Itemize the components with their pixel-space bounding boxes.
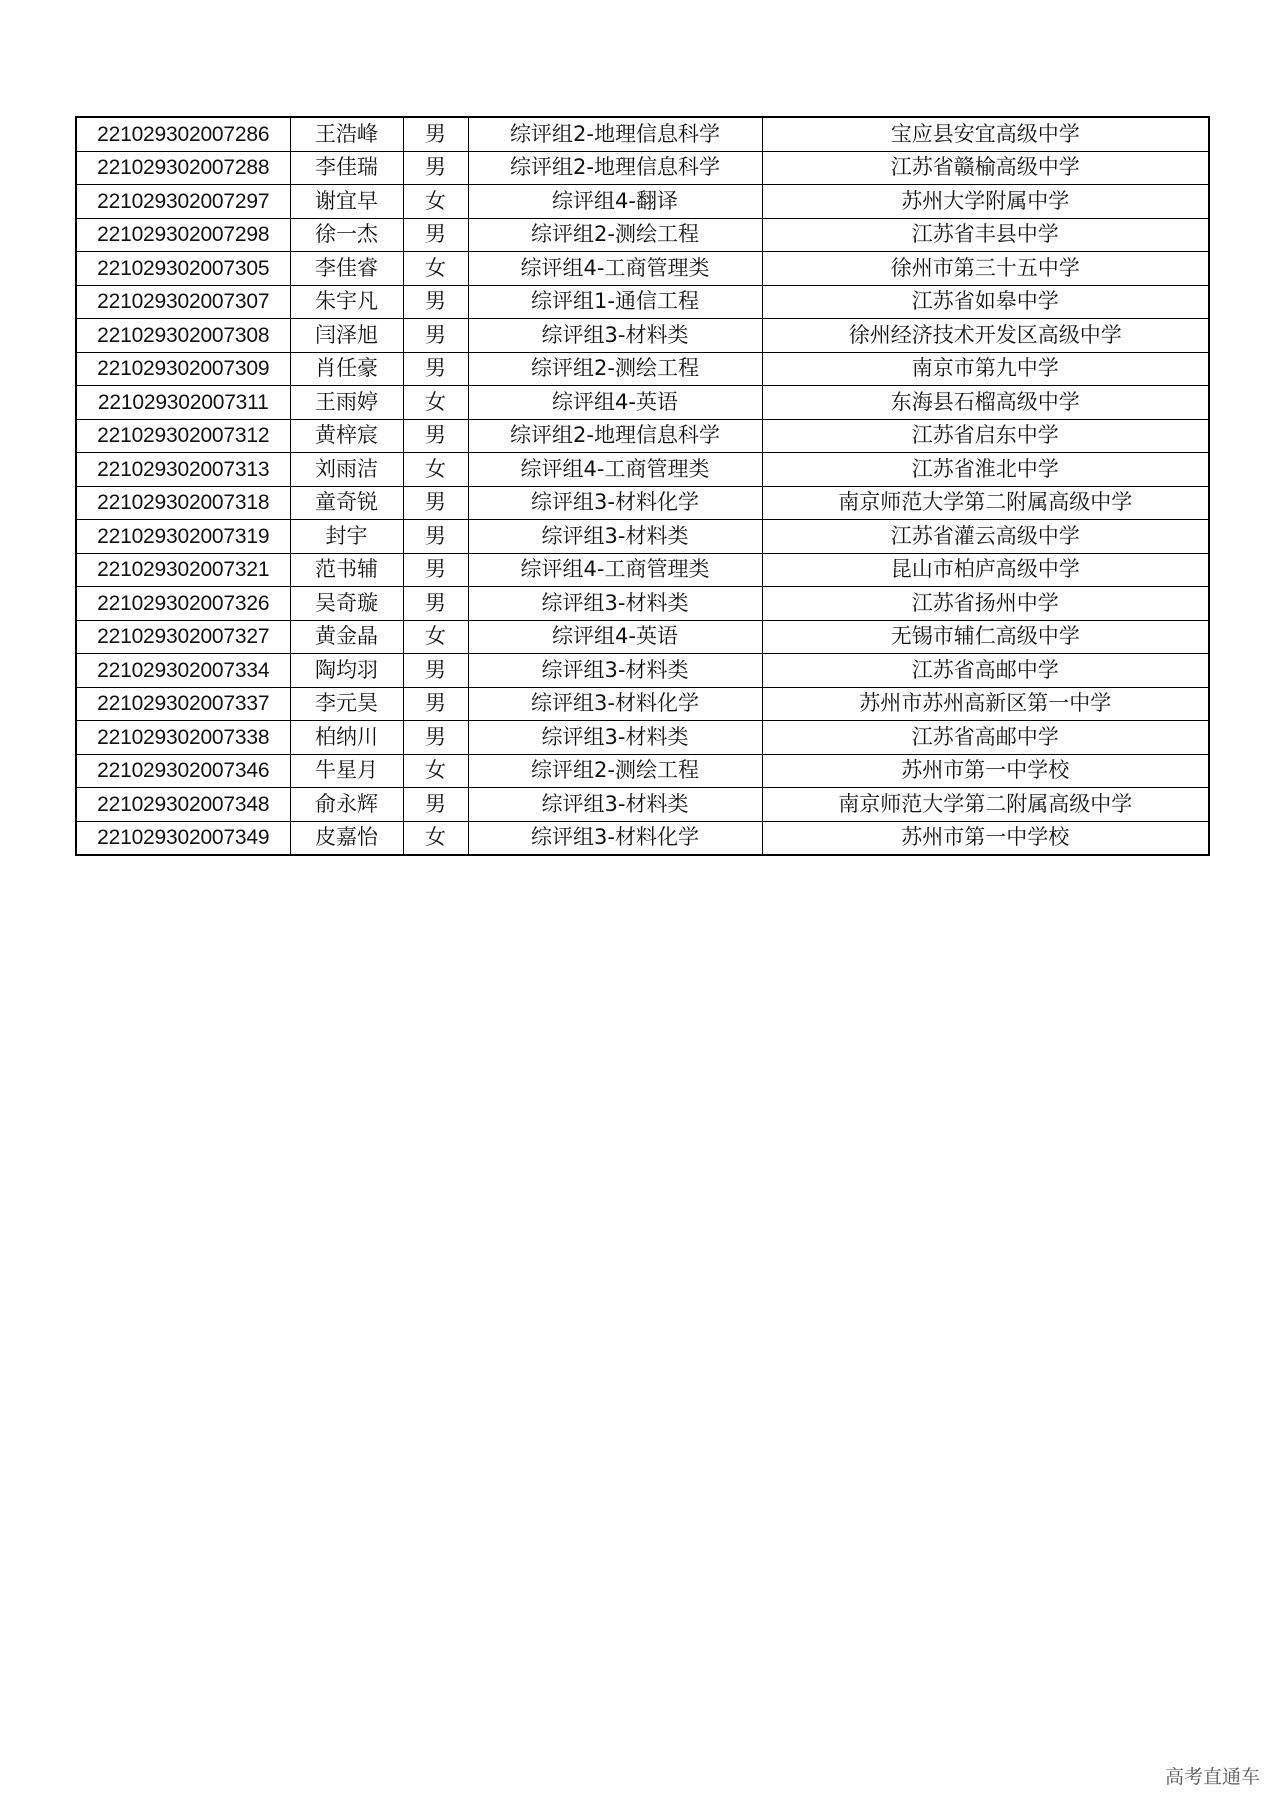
table-row [76,520,1209,554]
student-id-cell: 221029302007298 [76,218,290,252]
school-cell: 苏州市第一中学校 [762,754,1209,788]
gender-cell: 男 [403,721,468,755]
table-row [76,352,1209,386]
school-cell: 江苏省高邮中学 [762,721,1209,755]
name-cell: 徐一杰 [290,218,403,252]
gender-cell: 男 [403,151,468,185]
school-cell: 宝应县安宜高级中学 [762,117,1209,151]
table-row [76,218,1209,252]
group-major-cell: 综评组3-材料类 [468,788,762,822]
student-id-cell: 221029302007313 [76,453,290,487]
school-cell: 江苏省丰县中学 [762,218,1209,252]
name-cell: 黄梓宸 [290,419,403,453]
table-row [76,151,1209,185]
group-major-cell: 综评组3-材料化学 [468,486,762,520]
school-cell: 江苏省淮北中学 [762,453,1209,487]
name-cell: 陶均羽 [290,654,403,688]
table-row [76,654,1209,688]
name-cell: 黄金晶 [290,620,403,654]
name-cell: 封宇 [290,520,403,554]
name-cell: 王雨婷 [290,386,403,420]
table-row [76,587,1209,621]
group-major-cell: 综评组2-地理信息科学 [468,151,762,185]
gender-cell: 女 [403,754,468,788]
group-major-cell: 综评组3-材料类 [468,319,762,353]
student-id-cell: 221029302007327 [76,620,290,654]
school-cell: 江苏省如皋中学 [762,285,1209,319]
gender-cell: 男 [403,117,468,151]
gender-cell: 男 [403,687,468,721]
table-row [76,486,1209,520]
name-cell: 牛星月 [290,754,403,788]
gender-cell: 男 [403,788,468,822]
school-cell: 东海县石榴高级中学 [762,386,1209,420]
gender-cell: 男 [403,553,468,587]
school-cell: 无锡市辅仁高级中学 [762,620,1209,654]
group-major-cell: 综评组4-工商管理类 [468,553,762,587]
group-major-cell: 综评组2-地理信息科学 [468,117,762,151]
gender-cell: 女 [403,185,468,219]
table-row [76,453,1209,487]
group-major-cell: 综评组4-英语 [468,386,762,420]
table-row [76,553,1209,587]
student-id-cell: 221029302007346 [76,754,290,788]
school-cell: 南京师范大学第二附属高级中学 [762,788,1209,822]
gender-cell: 女 [403,821,468,855]
name-cell: 李佳睿 [290,252,403,286]
gender-cell: 男 [403,319,468,353]
roster-table [75,116,1210,856]
name-cell: 俞永辉 [290,788,403,822]
school-cell: 南京师范大学第二附属高级中学 [762,486,1209,520]
group-major-cell: 综评组4-工商管理类 [468,252,762,286]
gender-cell: 男 [403,486,468,520]
school-cell: 江苏省赣榆高级中学 [762,151,1209,185]
table-row [76,319,1209,353]
school-cell: 苏州市苏州高新区第一中学 [762,687,1209,721]
name-cell: 柏纳川 [290,721,403,755]
school-cell: 苏州大学附属中学 [762,185,1209,219]
gender-cell: 男 [403,654,468,688]
table-row [76,788,1209,822]
name-cell: 谢宜早 [290,185,403,219]
group-major-cell: 综评组3-材料化学 [468,687,762,721]
student-id-cell: 221029302007288 [76,151,290,185]
student-id-cell: 221029302007337 [76,687,290,721]
name-cell: 童奇锐 [290,486,403,520]
table-row [76,117,1209,151]
student-id-cell: 221029302007309 [76,352,290,386]
student-id-cell: 221029302007286 [76,117,290,151]
table-row [76,821,1209,855]
gender-cell: 女 [403,453,468,487]
group-major-cell: 综评组2-测绘工程 [468,754,762,788]
table-row [76,419,1209,453]
school-cell: 江苏省启东中学 [762,419,1209,453]
student-id-cell: 221029302007334 [76,654,290,688]
student-id-cell: 221029302007326 [76,587,290,621]
school-cell: 徐州经济技术开发区高级中学 [762,319,1209,353]
group-major-cell: 综评组3-材料类 [468,654,762,688]
table-row [76,386,1209,420]
gender-cell: 男 [403,285,468,319]
student-id-cell: 221029302007318 [76,486,290,520]
student-id-cell: 221029302007307 [76,285,290,319]
school-cell: 江苏省高邮中学 [762,654,1209,688]
table-row [76,754,1209,788]
student-id-cell: 221029302007305 [76,252,290,286]
school-cell: 南京市第九中学 [762,352,1209,386]
gender-cell: 男 [403,352,468,386]
student-id-cell: 221029302007312 [76,419,290,453]
student-id-cell: 221029302007308 [76,319,290,353]
group-major-cell: 综评组4-英语 [468,620,762,654]
gender-cell: 男 [403,587,468,621]
school-cell: 苏州市第一中学校 [762,821,1209,855]
student-id-cell: 221029302007321 [76,553,290,587]
name-cell: 吴奇璇 [290,587,403,621]
watermark-text: 高考直通车 [1164,1766,1260,1788]
name-cell: 王浩峰 [290,117,403,151]
name-cell: 李佳瑞 [290,151,403,185]
student-id-cell: 221029302007348 [76,788,290,822]
school-cell: 昆山市柏庐高级中学 [762,553,1209,587]
table-row [76,185,1209,219]
roster-table-body [76,117,1209,855]
gender-cell: 男 [403,218,468,252]
name-cell: 闫泽旭 [290,319,403,353]
school-cell: 江苏省灌云高级中学 [762,520,1209,554]
group-major-cell: 综评组3-材料类 [468,520,762,554]
group-major-cell: 综评组4-翻译 [468,185,762,219]
table-row [76,285,1209,319]
student-id-cell: 221029302007319 [76,520,290,554]
student-id-cell: 221029302007311 [76,386,290,420]
gender-cell: 女 [403,620,468,654]
group-major-cell: 综评组3-材料类 [468,587,762,621]
group-major-cell: 综评组3-材料化学 [468,821,762,855]
group-major-cell: 综评组3-材料类 [468,721,762,755]
table-row [76,721,1209,755]
group-major-cell: 综评组2-测绘工程 [468,218,762,252]
student-id-cell: 221029302007297 [76,185,290,219]
school-cell: 徐州市第三十五中学 [762,252,1209,286]
name-cell: 李元昊 [290,687,403,721]
gender-cell: 男 [403,520,468,554]
group-major-cell: 综评组2-地理信息科学 [468,419,762,453]
group-major-cell: 综评组4-工商管理类 [468,453,762,487]
table-row [76,687,1209,721]
name-cell: 肖任豪 [290,352,403,386]
name-cell: 范书辅 [290,553,403,587]
table-row [76,252,1209,286]
gender-cell: 女 [403,386,468,420]
student-id-cell: 221029302007338 [76,721,290,755]
table-row [76,620,1209,654]
student-id-cell: 221029302007349 [76,821,290,855]
gender-cell: 女 [403,252,468,286]
gender-cell: 男 [403,419,468,453]
group-major-cell: 综评组1-通信工程 [468,285,762,319]
school-cell: 江苏省扬州中学 [762,587,1209,621]
name-cell: 刘雨洁 [290,453,403,487]
group-major-cell: 综评组2-测绘工程 [468,352,762,386]
name-cell: 皮嘉怡 [290,821,403,855]
name-cell: 朱宇凡 [290,285,403,319]
